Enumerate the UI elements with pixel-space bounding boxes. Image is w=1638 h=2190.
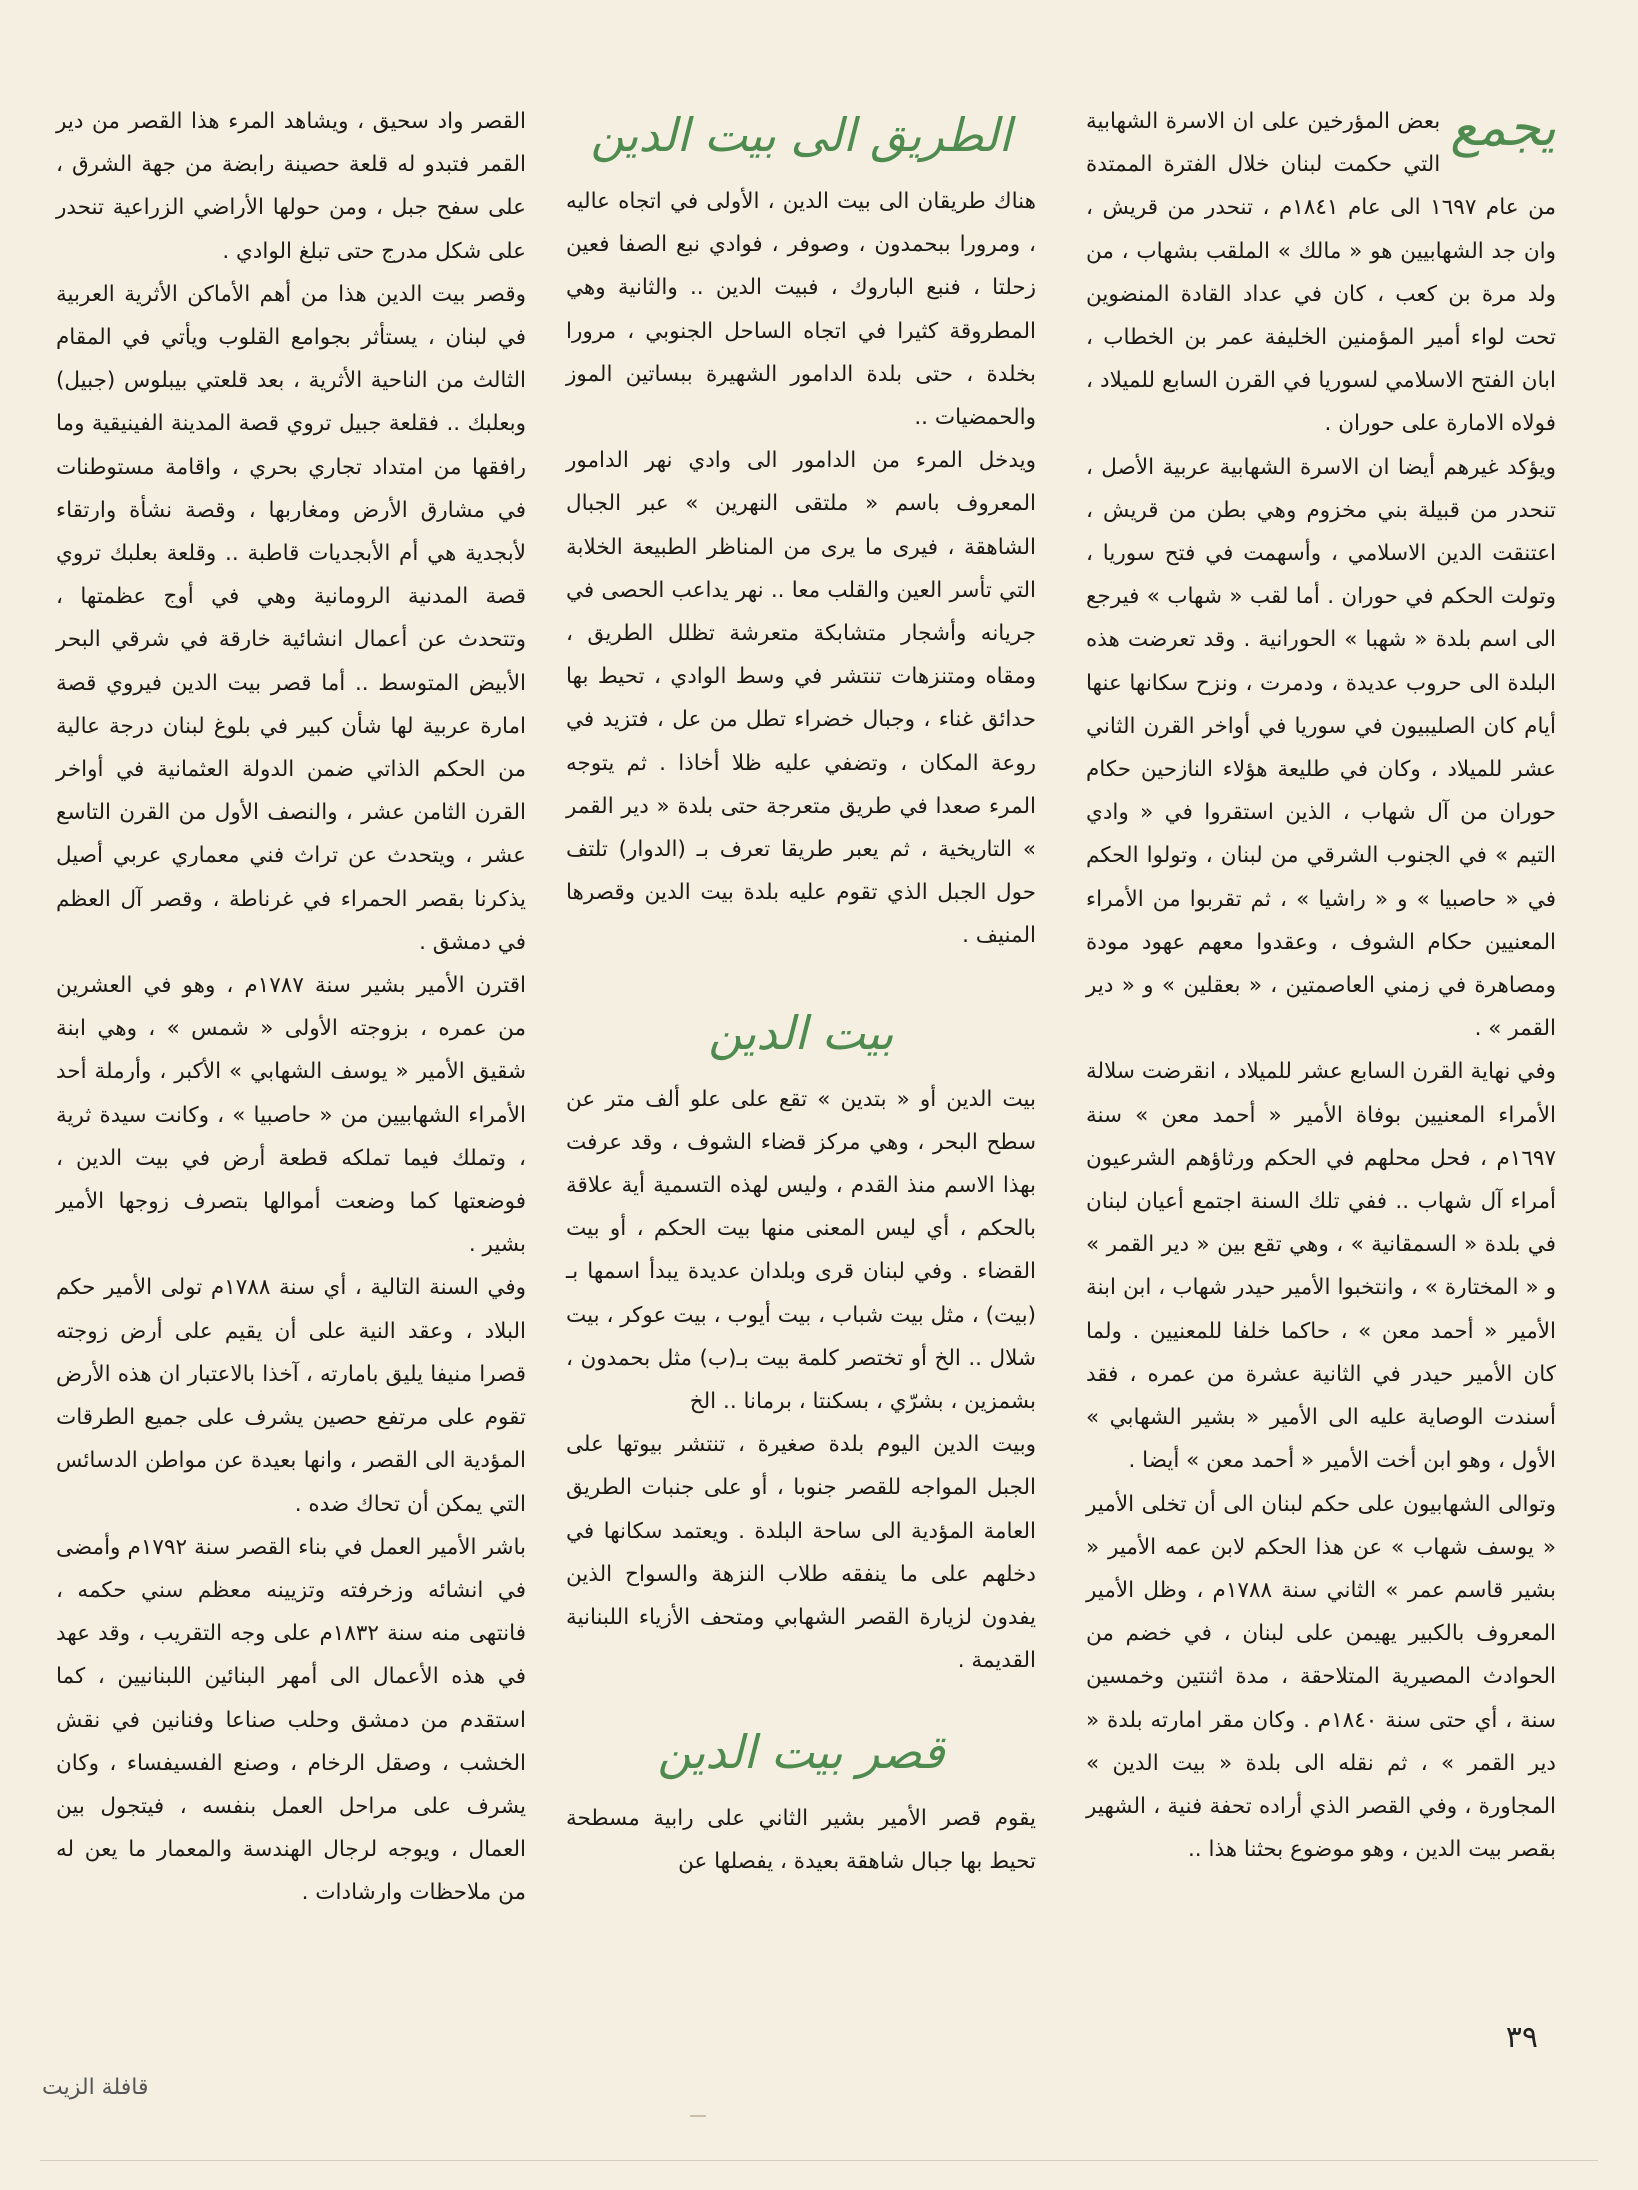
paragraph: وتوالى الشهابيون على حكم لبنان الى أن تخلى الأمير « يوسف شهاب » عن هذا الحكم لابن عمه الأمير « بشير قاسم عمر » الثاني سنة ١٧٨٨م ، وظل الأمير المعروف بالكبير يهيمن على لبنان ، في خضم من الحوادث المصيرية المتلاحقة ، مدة اثنتين وخمسين سنة ، أي حتى سنة ١٨٤٠م . وكان مقر امارته بلدة « دير القمر » ، ثم نقله الى بلدة « بيت الدين » المجاورة ، وفي القصر الذي أراده تحفة فنية ، الشهير بقصر بيت الدين ، وهو موضوع بحثنا هذا .. bbox=[1086, 1491, 1557, 1863]
paragraph: ويؤكد غيرهم أيضا ان الاسرة الشهابية عربية الأصل ، تنحدر من قبيلة بني مخزوم وهي بطن من قريش ، اعتنقت الدين الاسلامي ، وأسهمت في فتح سوريا ، وتولت الحكم في حوران . أما لقب « شهاب » فيرجع الى اسم بلدة « شهبا » الحورانية . وقد تعرضت هذه البلدة الى حروب عديدة ، ودمرت ، ونزح سكانها عنها أيام كان الصليبيون في سوريا في أواخر القرن الثاني عشر للميلاد ، وكان في طليعة هؤلاء النازحين حكام حوران من آل شهاب ، الذين استقروا في « وادي التيم » في الجنوب الشرقي من لبنان ، وتولوا الحكم في « حاصبيا » و « راشيا » ، ثم تقربوا من الأمراء المعنيين حكام الشوف ، وعقدوا معهم عهود مودة ومصاهرة في زمني العاصمتين ، « بعقلين » و « دير القمر » . bbox=[1086, 454, 1556, 1042]
heading-text: الطريق الى بيت الدين bbox=[590, 108, 1012, 162]
magazine-name: قافلة الزيت bbox=[42, 2075, 149, 2100]
page-number: ٣٩ bbox=[1505, 2020, 1538, 2055]
footer-divider bbox=[40, 2160, 1598, 2161]
drop-initial: يجمع bbox=[1450, 98, 1556, 158]
left-column bbox=[56, 100, 526, 1915]
right-column bbox=[1086, 100, 1556, 1871]
paragraph: القصر واد سحيق ، ويشاهد المرء هذا القصر من دير القمر فتبدو له قلعة حصينة رابضة من جهة الشرق ، على سفح جبل ، ومن حولها الأراضي الزراعية تنحدر على شكل مدرج حتى تبلغ الوادي . bbox=[56, 109, 526, 264]
paragraph: وقصر بيت الدين هذا من أهم الأماكن الأثرية العربية في لبنان ، يستأثر بجوامع القلوب ويأتي في المقام الثالث من الناحية الأثرية ، بعد قلعتي بيبلوس (جبيل) وبعلبك .. فقلعة جبيل تروي قصة المدينة الفينيقية وما رافقها من امتداد تجاري بحري ، واقامة مستوطنات في مشارق الأرض ومغاربها ، وقصة نشأة وارتقاء لأبجدية هي أم الأبجديات قاطبة .. وقلعة بعلبك تروي قصة المدنية الرومانية وهي في أوج عظمتها ، وتتحدث عن أعمال انشائية خارقة في شرقي البحر الأبيض المتوسط .. أما قصر بيت الدين فيروي قصة امارة عربية لها شأن كبير في بلوغ لبنان درجة عالية من الحكم الذاتي ضمن الدولة العثمانية في أواخر القرن الثامن عشر ، والنصف الأول من القرن التاسع عشر ، ويتحدث عن تراث فني معماري عربي أصيل يذكرنا بقصر الحمراء في غرناطة ، وقصر آل العظم في دمشق . bbox=[56, 281, 526, 955]
paragraph: بيت الدين أو « بتدين » تقع على علو ألف متر عن سطح البحر ، وهي مركز قضاء الشوف ، وقد عرفت بهذا الاسم منذ القدم ، وليس لهذه التسمية أية علاقة بالحكم ، أي ليس المعنى منها بيت الحكم ، أو بيت القضاء . وفي لبنان قرى وبلدان عديدة يبدأ اسمها بـ (بيت) ، مثل بيت شباب ، بيت أيوب ، بيت عوكر ، بيت شلال .. الخ أو تختصر كلمة بيت بـ(ب) مثل بحمدون ، بشمزين ، بشرّي ، بسكنتا ، برمانا .. الخ bbox=[566, 1086, 1036, 1415]
section-heading-beiteddine bbox=[566, 998, 1036, 1068]
heading-text: قصر بيت الدين bbox=[657, 1724, 945, 1779]
middle-column bbox=[566, 100, 1036, 1883]
paragraph: وفي السنة التالية ، أي سنة ١٧٨٨م تولى الأمير حكم البلاد ، وعقد النية على أن يقيم على أرض زوجته قصرا منيفا يليق بامارته ، آخذا بالاعتبار ان هذه الأرض تقوم على مرتفع حصين يشرف على جميع الطرقات المؤدية الى القصر ، وانها بعيدة عن مواطن الدسائس التي يمكن أن تحاك ضده . bbox=[56, 1275, 527, 1517]
section-heading-palace bbox=[566, 1717, 1036, 1787]
paragraph-text: بعض المؤرخين على ان الاسرة الشهابية التي حكمت لبنان خلال الفترة الممتدة من عام ١٦٩٧ الى عام ١٨٤١م ، تنحدر من قريش ، وان جد الشهابيين هو « مالك » الملقب بشهاب ، من ولد مرة بن كعب ، كان في عداد القادة المنضوين تحت لواء أمير المؤمنين الخليفة عمر بن الخطاب ، ابان الفتح الاسلامي لسوريا في القرن السابع للميلاد ، فولاه الامارة على حوران . bbox=[1086, 109, 1556, 437]
heading-text: بيت الدين bbox=[708, 1005, 894, 1060]
paragraph: يقوم قصر الأمير بشير الثاني على رابية مسطحة تحيط بها جبال شاهقة بعيدة ، يفصلها عن bbox=[566, 1805, 1036, 1874]
paragraph: ويدخل المرء من الدامور الى وادي نهر الدامور المعروف باسم « ملتقى النهرين » عبر الجبال الشاهقة ، فيرى ما يرى من المناظر الطبيعة الخلابة التي تأسر العين والقلب معا .. نهر يداعب الحصى في جريانه وأشجار متشابكة متعرشة تظلل الطريق ، ومقاه ومتنزهات تنتشر في وسط الوادي ، تحيط بها حدائق غناء ، وجبال خضراء تطل من عل ، فتزيد في روعة المكان ، وتضفي عليه ظلا أخاذا . ثم يتوجه المرء صعدا في طريق متعرجة حتى بلدة « دير القمر » التاريخية ، ثم يعبر طريقا تعرف بـ (الدوار) تلتف حول الجبل الذي تقوم عليه بلدة بيت الدين وقصرها المنيف . bbox=[566, 448, 1036, 949]
divider-mark bbox=[690, 2115, 706, 2117]
paragraph: باشر الأمير العمل في بناء القصر سنة ١٧٩٢م وأمضى في انشائه وزخرفته وتزيينه معظم سني حكمه ، فانتهى منه سنة ١٨٣٢م على وجه التقريب ، وقد عهد في هذه الأعمال الى أمهر البنائين اللبنانيين ، كما استقدم من دمشق وحلب صناعا وفنانين في نقش الخشب ، وصقل الرخام ، وصنع الفسيفساء ، وكان يشرف على مراحل العمل بنفسه ، فيتجول بين العمال ، ويوجه لرجال الهندسة والمعمار ما يعن له من ملاحظات وارشادات . bbox=[56, 1534, 526, 1906]
paragraph: هناك طريقان الى بيت الدين ، الأولى في اتجاه عاليه ، ومرورا ببحمدون ، وصوفر ، فوادي نبع الصفا فعين زحلتا ، فنبع الباروك ، فبيت الدين .. والثانية وهي المطروقة كثيرا في اتجاه الساحل الجنوبي ، مرورا بخلدة ، حتى بلدة الدامور الشهيرة ببساتين الموز والحمضيات .. bbox=[566, 189, 1036, 431]
paragraph: اقترن الأمير بشير سنة ١٧٨٧م ، وهو في العشرين من عمره ، بزوجته الأولى « شمس » ، وهي ابنة شقيق الأمير « يوسف الشهابي » الأكبر ، وأرملة أحد الأمراء الشهابيين من « حاصبيا » ، وكانت سيدة ثرية ، وتملك فيما تملكه قطعة أرض في بيت الدين ، فوضعتها كما وضعت أموالها بتصرف زوجها الأمير بشير . bbox=[56, 973, 527, 1258]
intro-paragraph bbox=[1086, 100, 1556, 446]
section-heading-road bbox=[566, 100, 1036, 170]
paragraph: وفي نهاية القرن السابع عشر للميلاد ، انقرضت سلالة الأمراء المعنيين بوفاة الأمير « أحمد معن » سنة ١٦٩٧م ، فحل محلهم في الحكم ورثاؤهم الشرعيون أمراء آل شهاب .. ففي تلك السنة اجتمع أعيان لبنان في بلدة « السمقانية » ، وهي تقع بين « دير القمر » و « المختارة » ، وانتخبوا الأمير حيدر شهاب ، ابن ابنة الأمير « أحمد معن » ، حاكما خلفا للمعنيين . ولما كان الأمير حيدر في الثانية عشرة من عمره ، فقد أسندت الوصاية عليه الى الأمير « بشير الشهابي » الأول ، وهو ابن أخت الأمير « أحمد معن » أيضا . bbox=[1086, 1059, 1556, 1474]
paragraph: وبيت الدين اليوم بلدة صغيرة ، تنتشر بيوتها على الجبل المواجه للقصر جنوبا ، أو على جنبات الطريق العامة المؤدية الى ساحة البلدة . ويعتمد سكانها في دخلهم على ما ينفقه طلاب النزهة والسواح الذين يفدون لزيارة القصر الشهابي ومتحف الأزياء اللبنانية القديمة . bbox=[566, 1432, 1036, 1674]
